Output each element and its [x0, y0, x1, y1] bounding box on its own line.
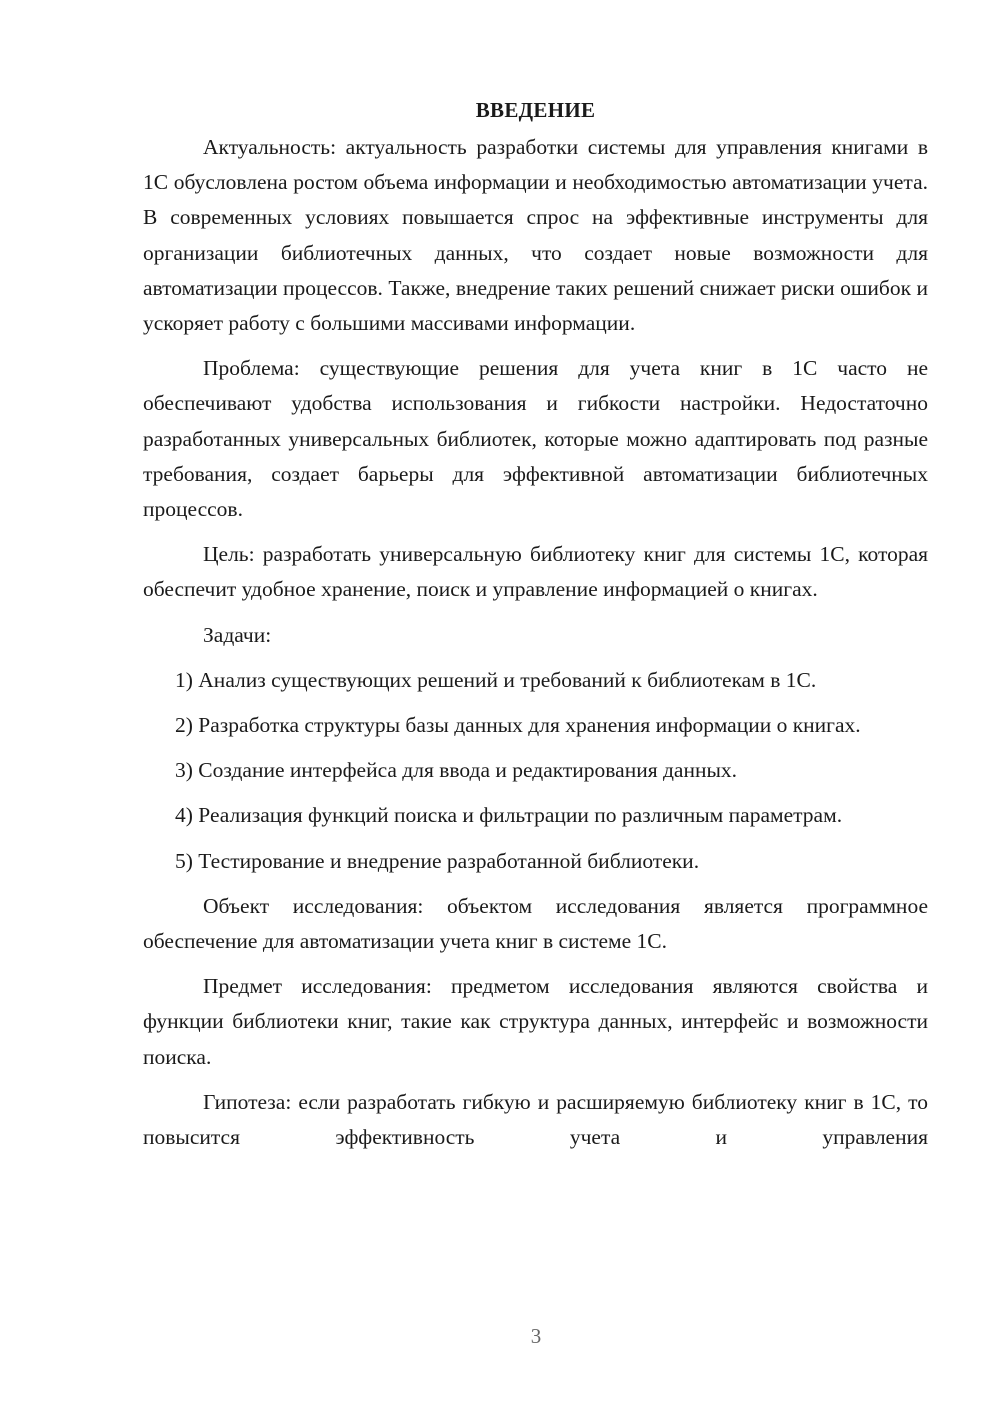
page-title: ВВЕДЕНИЕ [475, 98, 596, 122]
paragraph-relevance: Актуальность: актуальность разработки системы для управления книгами в 1С обусловлена ростом объема информации и необходимостью автоматизации учета. В современных условиях повышается спрос на эффективные инструменты для организации библиотечных данных, что создает новые возможности для автоматизации процессов. Также, внедрение таких решений снижает риски ошибок и ускоряет работу с большими массивами информации. [143, 135, 928, 336]
paragraph-problem: Проблема: существующие решения для учета книг в 1С часто не обеспечивают удобства использования и гибкости настройки. Недостаточно разработанных универсальных библиотек, которые можно адаптировать под разные требования, создает барьеры для эффективной автоматизации библиотечных процессов. [143, 356, 928, 522]
paragraph-subject: Предмет исследования: предметом исследования являются свойства и функции библиотеки книг, такие как структура данных, интерфейс и возможности поиска. [143, 974, 928, 1069]
document-page [143, 92, 928, 1155]
task-item-5: 5) Тестирование и внедрение разработанной библиотеки. [175, 848, 700, 873]
paragraph-goal: Цель: разработать универсальную библиотеку книг для системы 1С, которая обеспечит удобное хранение, поиск и управление информацией о книгах. [143, 542, 928, 602]
task-item-2: 2) Разработка структуры базы данных для хранения информации о книгах. [175, 713, 861, 738]
task-item-1: 1) Анализ существующих решений и требований к библиотекам в 1С. [175, 667, 817, 692]
paragraph-object: Объект исследования: объектом исследования является программное обеспечение для автоматизации учета книг в системе 1С. [143, 893, 928, 954]
task-item-3: 3) Создание интерфейса для ввода и редактирования данных. [175, 758, 738, 783]
paragraph-hypothesis: Гипотеза: если разработать гибкую и расширяемую библиотеку книг в 1С, то повысится эффективность учета и управления [143, 1089, 928, 1150]
page-number: 3 [530, 1324, 542, 1348]
task-item-4: 4) Реализация функций поиска и фильтрации по различным параметрам. [175, 803, 843, 828]
paragraph-tasks-heading: Задачи: [203, 622, 272, 647]
